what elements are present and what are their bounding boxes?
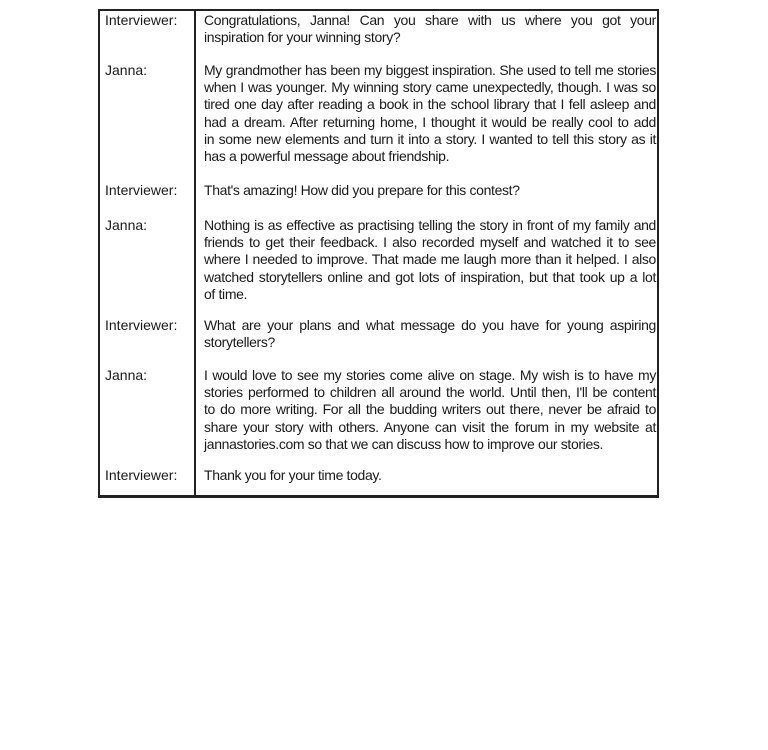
speech-text bbox=[204, 217, 656, 303]
speech-line: has a powerful message about friendship. bbox=[204, 148, 450, 165]
speech-line: I would love to see my stories come alive on stage. My wish is to have my bbox=[204, 367, 656, 383]
speech-line: Congratulations, Janna! Can you share with us where you got your bbox=[204, 12, 656, 28]
speaker-label: Interviewer: bbox=[105, 12, 178, 28]
speech-text bbox=[204, 62, 656, 165]
speech-text bbox=[204, 12, 656, 46]
speech-line: friends to get their feedback. I also recorded myself and watched it to see bbox=[204, 234, 656, 251]
speech-text bbox=[204, 317, 656, 351]
speaker-label: Janna: bbox=[105, 62, 148, 78]
speech-line: tired one day after reading a book in the school library that I fell asleep and bbox=[204, 96, 656, 113]
speech-line: to do more writing. For all the budding writers out there, never be afraid to bbox=[204, 401, 656, 418]
speech-line: jannastories.com so that we can discuss how to improve our stories. bbox=[204, 435, 604, 452]
speech-line: My grandmother has been my biggest inspiration. She used to tell me stories bbox=[204, 62, 656, 78]
speech-line: inspiration for your winning story? bbox=[204, 29, 401, 46]
speech-line: watched storytellers online and got lots of inspiration, but that took up a lot bbox=[204, 268, 656, 285]
speaker-label: Janna: bbox=[105, 217, 148, 233]
speech-line: in some new elements and turn it into a story. I wanted to tell this story as it bbox=[204, 130, 656, 147]
speech-line: of time. bbox=[204, 285, 248, 302]
speech-line: share your story with others. Anyone can visit the forum in my website at bbox=[204, 418, 656, 435]
speech-line: where I needed to improve. That made me laugh more than it helped. I also bbox=[204, 251, 656, 268]
speech-line: storytellers? bbox=[204, 334, 275, 351]
column-divider bbox=[194, 9, 196, 498]
speech-line: What are your plans and what message do you have for young aspiring bbox=[204, 317, 656, 333]
speech-line: had a dream. After returning home, I thought it would be really cool to add bbox=[204, 113, 656, 130]
speech-text bbox=[204, 467, 656, 484]
speaker-label: Interviewer: bbox=[105, 182, 178, 198]
speech-line: Nothing is as effective as practising telling the story in front of my family and bbox=[204, 217, 656, 233]
speaker-label: Interviewer: bbox=[105, 317, 178, 333]
speech-line: That's amazing! How did you prepare for this contest? bbox=[204, 182, 520, 198]
speech-line: Thank you for your time today. bbox=[204, 467, 382, 483]
speech-line: when I was younger. My winning story came unexpectedly, though. I was so bbox=[204, 79, 656, 96]
speech-text bbox=[204, 182, 656, 199]
speaker-label: Janna: bbox=[105, 367, 148, 383]
speaker-label: Interviewer: bbox=[105, 467, 178, 483]
speech-line: stories performed to children all around the world. Until then, I'll be content bbox=[204, 384, 656, 401]
speech-text bbox=[204, 367, 656, 453]
